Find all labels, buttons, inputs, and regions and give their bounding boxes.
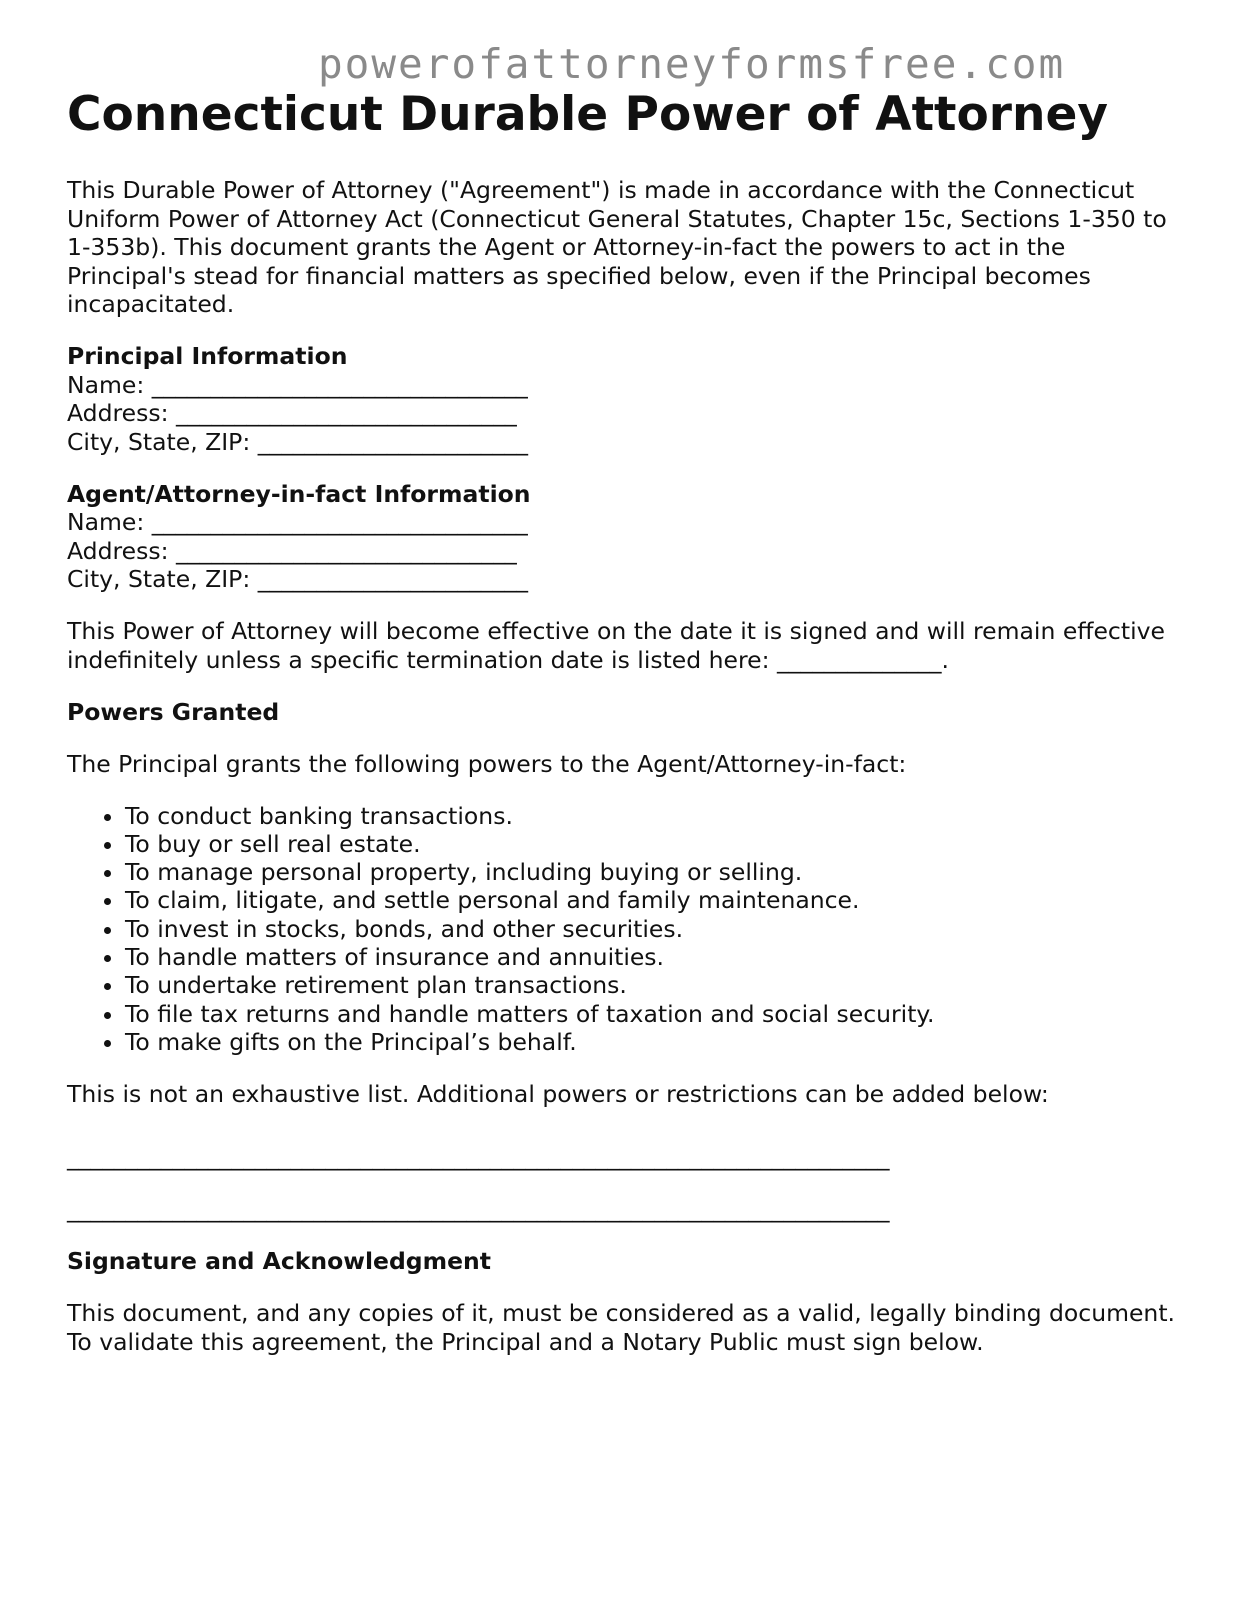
intro-paragraph: This Durable Power of Attorney ("Agreement") is made in accordance with the Connecticut Uniform Power of Attorney Act (Connecticut General Statutes, Chapter 15c, Sections 1-350 to 1-353b). This document grants the Agent or Attorney-in-fact the powers to act in the Principal's stead for financial matters as specified below, even if the Principal becomes incapacitated. [67, 176, 1167, 318]
powers-list [67, 802, 1177, 1057]
principal-heading: Principal Information [67, 342, 348, 370]
document-title: Connecticut Durable Power of Attorney [67, 87, 1108, 142]
powers-heading: Powers Granted [67, 697, 280, 726]
powers-list-item: • To file tax returns and handle matters of taxation and social security. [125, 1000, 1177, 1028]
powers-list-item: • To make gifts on the Principal’s behalf. [125, 1028, 1177, 1056]
effective-date-paragraph: This Power of Attorney will become effective on the date it is signed and will remain effective indefinitely unless a specific termination date is listed here: ______________. [67, 617, 1165, 674]
principal-address-field[interactable]: Address: _____________________________ [67, 399, 517, 427]
powers-lead: The Principal grants the following powers to the Agent/Attorney-in-fact: [67, 749, 907, 778]
powers-list-item: • To invest in stocks, bonds, and other securities. [125, 915, 1177, 943]
watermark: powerofattorneyformsfree.com [318, 40, 1066, 88]
agent-heading: Agent/Attorney-in-fact Information [67, 479, 531, 508]
additional-powers-line-1[interactable]: ______________________________________________________________________ [67, 1143, 890, 1172]
powers-list-item: • To manage personal property, including buying or selling. [125, 858, 1177, 886]
principal-name-field[interactable]: Name: ________________________________ [67, 370, 528, 399]
agent-city-field[interactable]: City, State, ZIP: _______________________ [67, 565, 528, 593]
powers-list-item: • To undertake retirement plan transactions. [125, 971, 1177, 999]
powers-list-item: • To conduct banking transactions. [125, 802, 1177, 830]
principal-city-field[interactable]: City, State, ZIP: _______________________ [67, 427, 528, 456]
powers-note: This is not an exhaustive list. Additional powers or restrictions can be added below: [67, 1079, 1049, 1108]
powers-list-item: • To handle matters of insurance and annuities. [125, 943, 1177, 971]
agent-name-field[interactable]: Name: ________________________________ [67, 508, 528, 536]
additional-powers-line-2[interactable]: ______________________________________________________________________ [67, 1195, 890, 1224]
powers-list-item: • To claim, litigate, and settle personal and family maintenance. [125, 886, 1177, 914]
signature-paragraph: This document, and any copies of it, must be considered as a valid, legally binding document. To validate this agreement, the Principal and a Notary Public must sign below. [67, 1299, 1176, 1356]
agent-address-field[interactable]: Address: _____________________________ [67, 536, 517, 565]
powers-list-item: • To buy or sell real estate. [125, 830, 1177, 858]
signature-heading: Signature and Acknowledgment [67, 1247, 492, 1276]
document-page [67, 80, 1177, 1356]
